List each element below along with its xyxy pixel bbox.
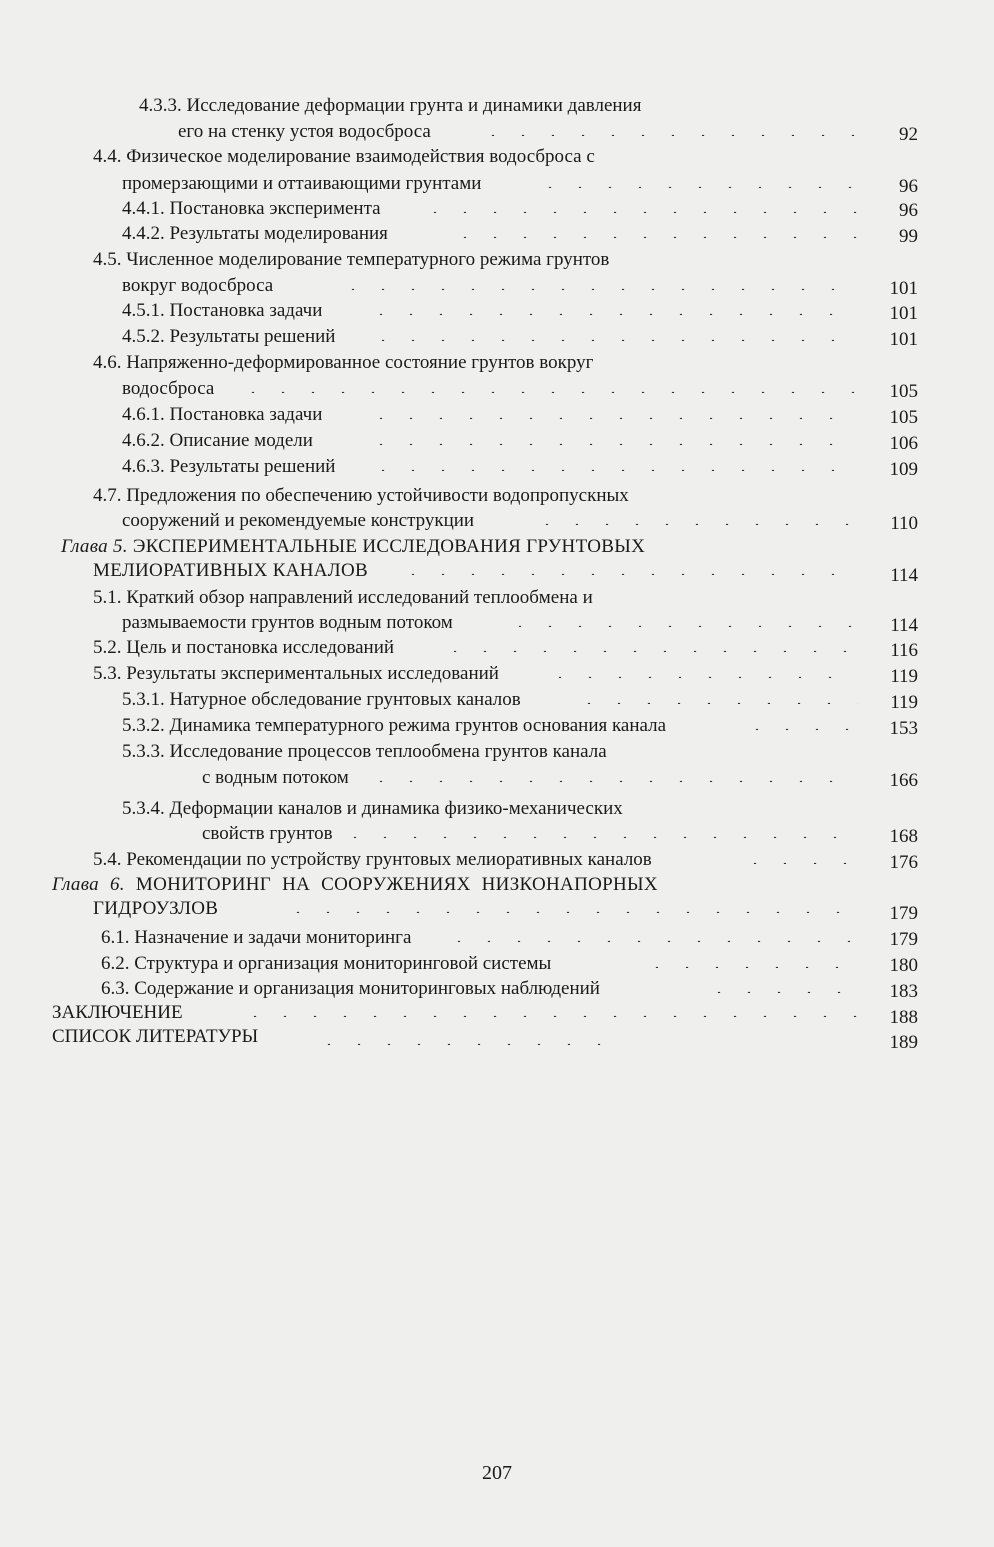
toc-entry-title: СПИСОК ЛИТЕРАТУРЫ [52,1026,259,1047]
dot-leader [368,469,858,471]
toc-entry-title-cont: сооружений и рекомендуемые конструкции [122,510,475,531]
page-number: 183 [889,981,918,1002]
dot-leader [340,836,858,838]
toc-entry-title: 5.3. Результаты экспериментальных исследований [93,663,499,684]
page-number: 176 [889,852,918,873]
toc-entry-title: 4.3.3. Исследование деформации грунта и динамики давления [139,95,642,116]
dot-leader [505,625,858,627]
dot-leader [450,236,858,238]
toc-entry-title: 4.5. Численное моделирование температурного режима грунтов [93,249,610,270]
page-number: 153 [889,718,918,739]
page-number: 110 [890,513,918,534]
page-number: 188 [889,1007,918,1028]
toc-entry-title-cont: водосброса [122,378,215,399]
page-number: 101 [889,303,918,324]
dot-leader [444,940,858,942]
dot-leader [366,417,858,419]
page-number: 109 [889,459,918,480]
toc-entry-title: 6.1. Назначение и задачи мониторинга [101,927,412,948]
chapter-title: МОНИТОРИНГ НА СООРУЖЕНИЯХ НИЗКОНАПОРНЫХ [135,874,658,895]
dot-leader [420,211,858,213]
toc-entry-title: 4.6. Напряженно-деформированное состояние грунтов вокруг [93,352,594,373]
toc-entry-title: 6.3. Содержание и организация мониторинговых наблюдений [101,978,600,999]
page-number: 96 [899,176,918,197]
page-number: 106 [889,433,918,454]
page-number: 116 [890,640,918,661]
chapter-title-cont: ГИДРОУЗЛОВ [93,898,219,919]
toc-entry-title: 4.4.2. Результаты моделирования [122,223,388,244]
chapter-label: Глава 5. [61,536,128,557]
toc-entry-title-cont: вокруг водосброса [122,275,274,296]
dot-leader [532,523,858,525]
toc-entry-title: 4.7. Предложения по обеспечению устойчивости водопропускных [93,485,629,506]
toc-entry-title: ЗАКЛЮЧЕНИЕ [52,1002,183,1023]
dot-leader [642,966,858,968]
toc-entry-title: 4.5.2. Результаты решений [122,326,336,347]
page-number: 179 [889,903,918,924]
toc-entry-title: 6.2. Структура и организация мониторинговой системы [101,953,552,974]
toc-entry-title: 5.3.1. Натурное обследование грунтовых каналов [122,689,521,710]
page-number: 96 [899,200,918,221]
dot-leader [574,702,858,704]
toc-entry-title: 5.3.2. Динамика температурного режима грунтов основания канала [122,715,667,736]
toc-entry-title: 5.4. Рекомендации по устройству грунтовых мелиоративных каналов [93,849,652,870]
dot-leader [240,1015,858,1017]
page-number: 189 [889,1032,918,1053]
page-number: 114 [890,565,918,586]
dot-leader [535,186,858,188]
toc-entry-title: 4.6.1. Постановка задачи [122,404,323,425]
chapter-label: Глава 6. [52,874,125,895]
dot-leader [283,911,858,913]
toc-entry-title: 4.6.3. Результаты решений [122,456,336,477]
chapter-title-cont: МЕЛИОРАТИВНЫХ КАНАЛОВ [93,560,368,581]
dot-leader [398,573,858,575]
toc-entry-title: 5.3.4. Деформации каналов и динамика физико-механических [122,798,623,819]
dot-leader [338,288,858,290]
dot-leader [366,780,858,782]
toc-entry-title-cont: промерзающими и оттаивающими грунтами [122,173,482,194]
dot-leader [238,391,858,393]
toc-entry-title: 4.4.1. Постановка эксперимента [122,198,381,219]
dot-leader [366,313,858,315]
toc-entry-title: 5.2. Цель и постановка исследований [93,637,395,658]
dot-leader [368,339,858,341]
page-number: 114 [890,615,918,636]
dot-leader [440,650,858,652]
page-number: 99 [899,226,918,247]
toc-entry-title-cont: его на стенку устоя водосброса [178,121,431,142]
dot-leader [314,1043,604,1045]
page-number-footer: 207 [482,1462,512,1484]
page-number: 168 [889,826,918,847]
page-number: 105 [889,407,918,428]
page-number: 101 [889,329,918,350]
page-number: 166 [889,770,918,791]
page-number: 119 [890,666,918,687]
page-number: 179 [889,929,918,950]
toc-entry-title: 4.6.2. Описание модели [122,430,313,451]
chapter-title: ЭКСПЕРИМЕНТАЛЬНЫЕ ИССЛЕДОВАНИЯ ГРУНТОВЫХ [132,536,646,557]
toc-entry-title: 4.4. Физическое моделирование взаимодействия водосброса с [93,146,595,167]
dot-leader [545,676,858,678]
toc-entry-title: 4.5.1. Постановка задачи [122,300,323,321]
dot-leader [366,443,858,445]
dot-leader [478,134,858,136]
page-number: 119 [890,692,918,713]
toc-entry-title-cont: размываемости грунтов водным потоком [122,612,453,633]
page-number: 92 [899,124,918,145]
toc-entry-title-cont: с водным потоком [202,767,349,788]
toc-entry-title: 5.3.3. Исследование процессов теплообмена грунтов канала [122,741,607,762]
toc-entry-title-cont: свойств грунтов [202,823,333,844]
toc-entry-title: 5.1. Краткий обзор направлений исследований теплообмена и [93,587,593,608]
page-number: 101 [889,278,918,299]
page-number: 105 [889,381,918,402]
page-number: 180 [889,955,918,976]
